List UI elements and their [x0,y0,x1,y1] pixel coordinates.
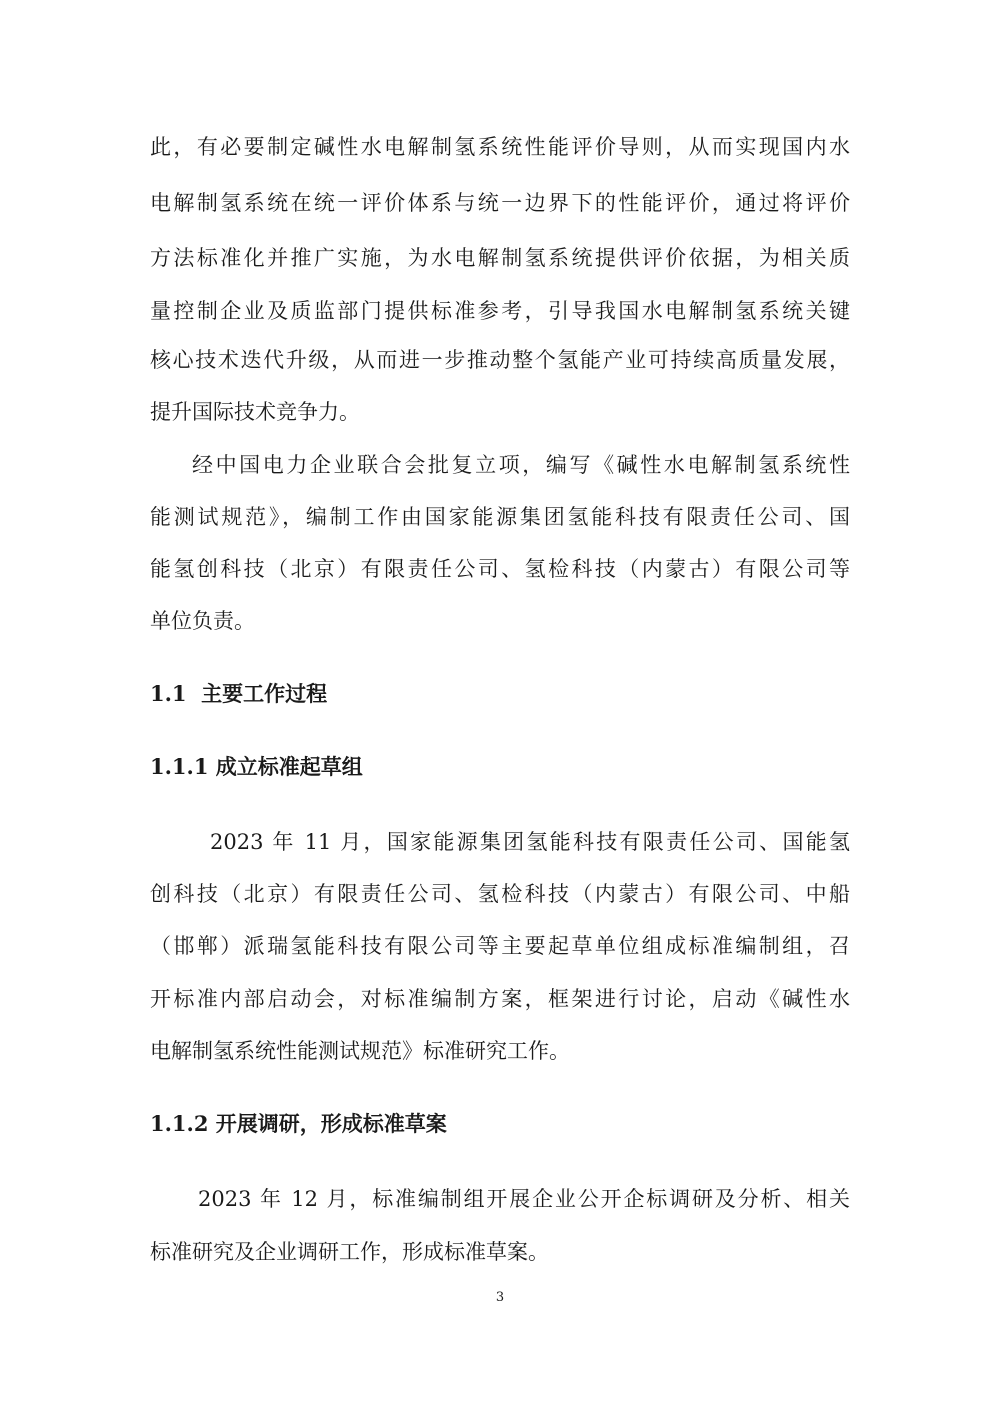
s111-line-2: 创科技（北京）有限责任公司、氢检科技（内蒙古）有限公司、中船 [150,882,850,906]
section-heading-1-1-2: 1.1.2 开展调研，形成标准草案 [150,1111,447,1136]
intro-p2-line-1: 经中国电力企业联合会批复立项，编写《碱性水电解制氢系统性 [192,453,850,477]
intro-p1-line-6: 提升国际技术竞争力。 [150,400,360,424]
intro-p2-line-4: 单位负责。 [150,609,255,633]
intro-p1-line-4: 量控制企业及质监部门提供标准参考，引导我国水电解制氢系统关键 [150,299,850,323]
s111-line-4: 开标准内部启动会，对标准编制方案，框架进行讨论，启动《碱性水 [150,987,850,1011]
s111-line-3: （邯郸）派瑞氢能科技有限公司等主要起草单位组成标准编制组，召 [150,934,850,958]
intro-p1-line-3: 方法标准化并推广实施，为水电解制氢系统提供评价依据，为相关质 [150,246,850,270]
s112-line-2: 标准研究及企业调研工作，形成标准草案。 [150,1240,549,1264]
s111-line-5: 电解制氢系统性能测试规范》标准研究工作。 [150,1039,570,1063]
section-heading-1-1: 1.1 主要工作过程 [150,681,328,706]
section-heading-1-1-1: 1.1.1 成立标准起草组 [150,754,363,779]
s112-line-1: 2023 年 12 月，标准编制组开展企业公开企标调研及分析、相关 [198,1187,850,1211]
page-number: 3 [495,1290,505,1305]
intro-p2-line-2: 能测试规范》，编制工作由国家能源集团氢能科技有限责任公司、国 [150,505,850,529]
intro-p1-line-2: 电解制氢系统在统一评价体系与统一边界下的性能评价，通过将评价 [150,191,850,215]
intro-p1-line-5: 核心技术迭代升级，从而进一步推动整个氢能产业可持续高质量发展， [150,348,850,372]
s111-line-1: 2023 年 11 月，国家能源集团氢能科技有限责任公司、国能氢 [210,830,850,854]
intro-p2-line-3: 能氢创科技（北京）有限责任公司、氢检科技（内蒙古）有限公司等 [150,557,850,581]
intro-p1-line-1: 此，有必要制定碱性水电解制氢系统性能评价导则，从而实现国内水 [150,135,850,159]
